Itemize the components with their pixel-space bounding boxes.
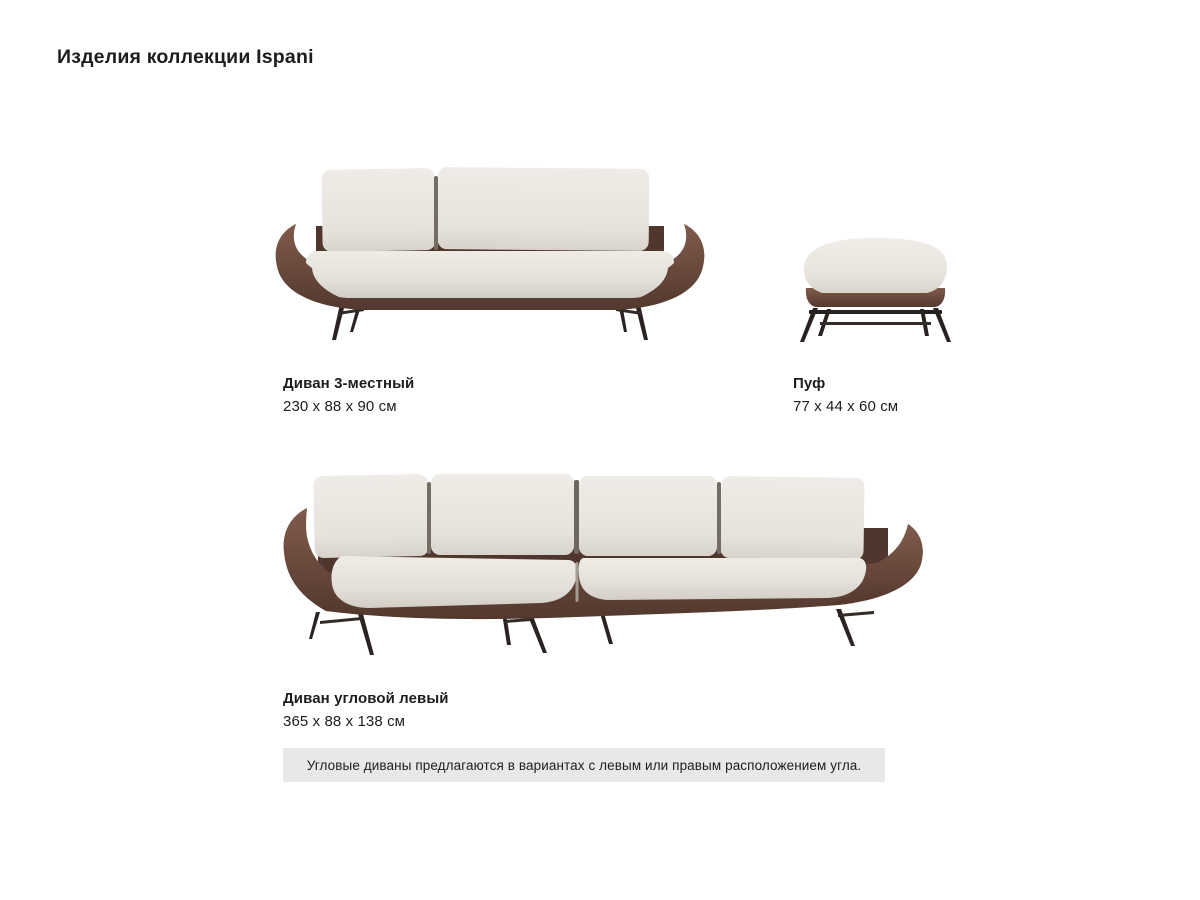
- product-name: Диван 3-местный: [283, 375, 415, 392]
- corner-sofa-note-bar: [283, 748, 885, 782]
- product-name: Диван угловой левый: [283, 690, 449, 707]
- product-label-corner-sofa: [283, 687, 449, 733]
- product-dimensions: 365 x 88 x 138 см: [283, 713, 406, 730]
- product-dimensions: 77 x 44 x 60 см: [793, 398, 899, 415]
- product-name: Пуф: [793, 375, 826, 392]
- sofa-3-seat-image: [270, 148, 710, 348]
- corner-sofa-left-image: [278, 462, 928, 657]
- product-label-sofa-3-seat: [283, 372, 414, 418]
- corner-sofa-note-text: Угловые диваны предлагаются в вариантах с левым или правым расположением угла.: [306, 757, 862, 773]
- product-label-pouf: [793, 372, 898, 418]
- product-dimensions: 230 x 88 x 90 см: [283, 398, 397, 415]
- pouf-image: [780, 230, 1000, 350]
- page-title: Изделия коллекции Ispani: [57, 46, 314, 68]
